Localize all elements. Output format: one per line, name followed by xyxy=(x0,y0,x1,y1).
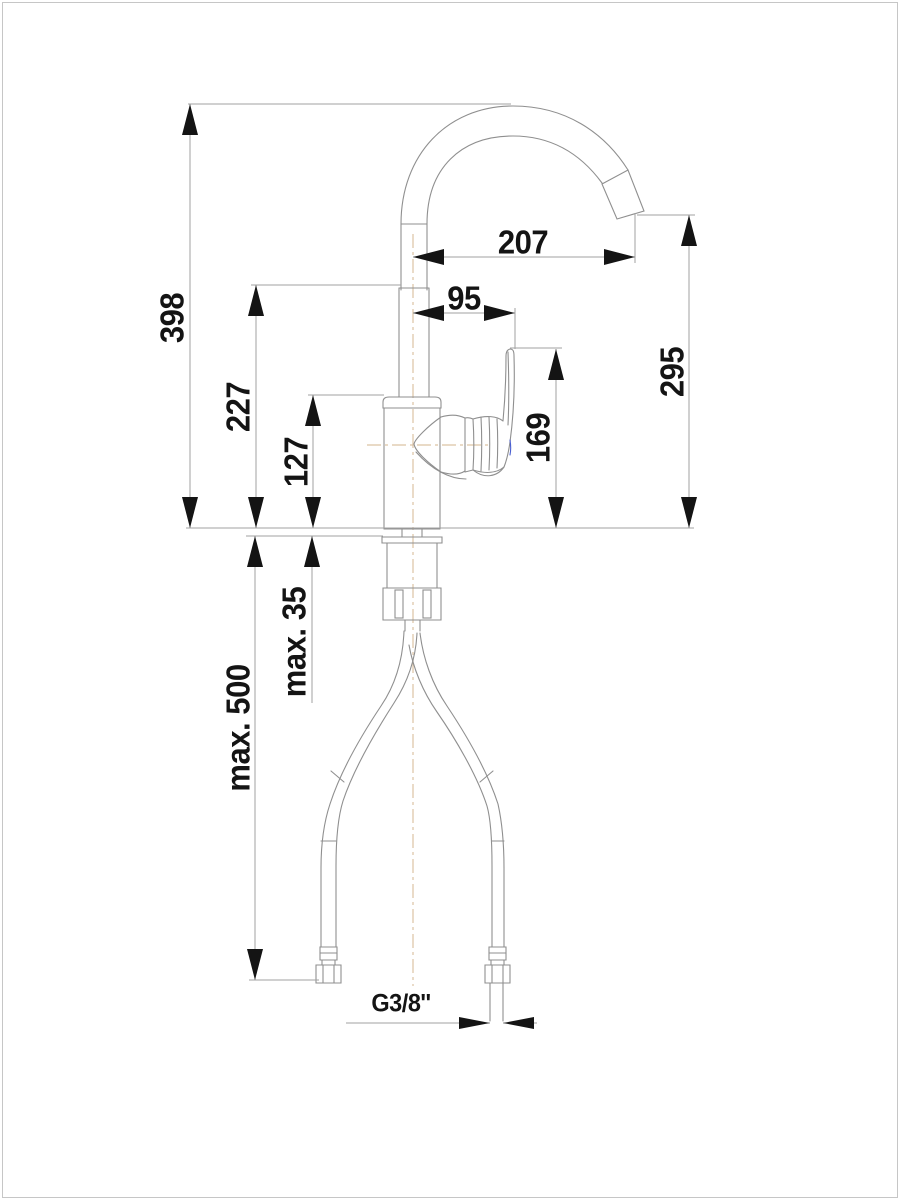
handle-accent-blue xyxy=(510,440,511,455)
dim-label-max35: max. 35 xyxy=(275,586,313,698)
mounting-shank xyxy=(382,529,442,631)
arrow-127-up xyxy=(305,395,321,426)
valve-body xyxy=(414,415,474,479)
arrow-g38-left xyxy=(459,1017,490,1029)
dim-label-max500: max. 500 xyxy=(219,664,257,792)
dim-label-95: 95 xyxy=(447,279,481,317)
arrow-295-up xyxy=(681,215,697,246)
arrow-207-left xyxy=(413,249,444,265)
arrow-max500-up xyxy=(247,536,263,567)
arrow-169-down xyxy=(548,497,564,528)
body-cylinder xyxy=(383,397,441,529)
arrow-95-right xyxy=(484,305,515,321)
dimension-arrows xyxy=(182,104,697,1029)
arrow-max500-down xyxy=(247,949,263,980)
page-border xyxy=(3,3,898,1198)
arrow-398-down xyxy=(182,497,198,528)
dimension-lines xyxy=(186,104,695,1023)
arrow-127-down xyxy=(305,497,321,528)
arrow-295-down xyxy=(681,497,697,528)
dim-label-398: 398 xyxy=(153,292,191,344)
riser-tube xyxy=(399,288,429,397)
dim-label-169: 169 xyxy=(519,412,557,464)
hose-fitting-right xyxy=(485,947,510,1021)
arrow-227-down xyxy=(248,497,264,528)
arrow-227-up xyxy=(248,285,264,316)
arrow-g38-right xyxy=(503,1017,534,1029)
handle-lever xyxy=(473,349,514,476)
dim-label-127: 127 xyxy=(277,436,315,488)
dim-label-227: 227 xyxy=(219,381,257,433)
aerator-tip xyxy=(602,170,644,219)
dim-label-thread: G3/8'' xyxy=(371,989,431,1018)
dim-label-295: 295 xyxy=(653,346,691,398)
dim-label-207: 207 xyxy=(497,223,549,261)
hose-fitting-left xyxy=(316,947,341,983)
arrow-398-up xyxy=(182,104,198,135)
faucet-outline xyxy=(316,106,644,1021)
arrow-169-up xyxy=(548,349,564,380)
arrow-207-right xyxy=(604,249,635,265)
arrow-max35-up xyxy=(304,536,320,567)
